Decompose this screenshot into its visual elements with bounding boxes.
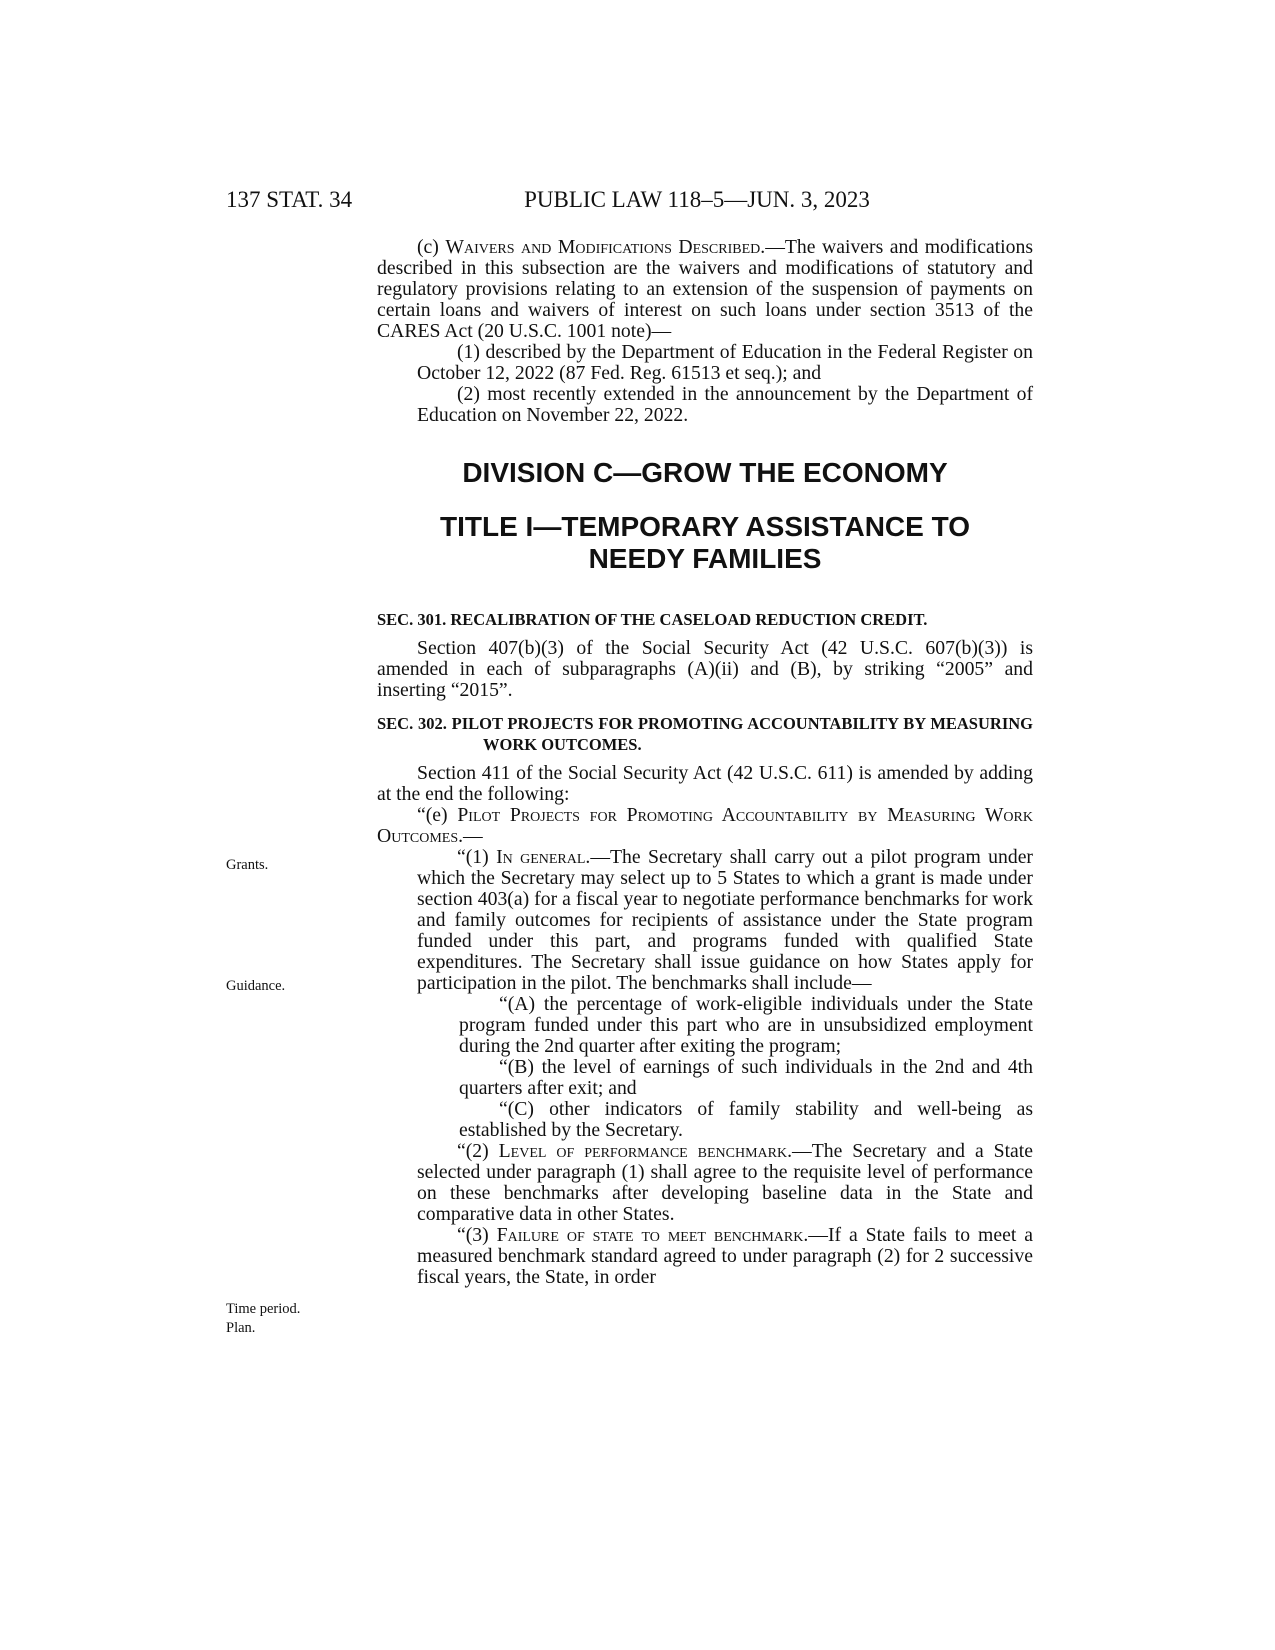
paragraph-2: “(2) Level of performance benchmark.—The Secretary and a State selected under paragraph (1) shall agree to the requisite level of performance on these benchmarks after developing baseline data in the State and comparative data in other States.	[417, 1140, 1033, 1225]
paragraph-3: “(3) Failure of state to meet benchmark.—If a State fails to meet a measured benchmark standard agreed to under paragraph (2) for 2 successive fiscal years, the State, in order	[417, 1224, 1033, 1288]
margin-note-plan: Plan.	[226, 1320, 256, 1336]
subsection-c-item-2: (2) most recently extended in the announcement by the Department of Education on November 22, 2022.	[417, 383, 1033, 426]
running-header: PUBLIC LAW 118–5—JUN. 3, 2023	[524, 187, 870, 212]
subparagraph-a: “(A) the percentage of work-eligible individuals under the State program funded under this part who are in unsubsidized employment during the 2nd quarter after exiting the program;	[459, 993, 1033, 1057]
division-heading: DIVISION C—GROW THE ECONOMY	[462, 457, 948, 488]
subparagraph-c: “(C) other indicators of family stability and well-being as established by the Secretary.	[459, 1098, 1033, 1141]
statute-page-number: 137 STAT. 34	[226, 187, 353, 212]
section-302-heading: SEC. 302. PILOT PROJECTS FOR PROMOTING ACCOUNTABILITY BY MEASURING WORK OUTCOMES.	[377, 714, 1033, 754]
subsection-c-heading: Waivers and Modifications Described.	[445, 236, 766, 258]
document-body	[377, 237, 1033, 1288]
section-301-text: Section 407(b)(3) of the Social Security Act (42 U.S.C. 607(b)(3)) is amended in each of subparagraphs (A)(ii) and (B), by striking “2005” and inserting “2015”.	[377, 637, 1033, 701]
title-heading: TITLE I—TEMPORARY ASSISTANCE TO NEEDY FAMILIES	[440, 511, 970, 574]
section-302-intro: Section 411 of the Social Security Act (42 U.S.C. 611) is amended by adding at the end the following:	[377, 762, 1033, 805]
paragraph-1: “(1) In general.—The Secretary shall carry out a pilot program under which the Secretary may select up to 5 States to which a grant is made under section 403(a) for a fiscal year to negotiate performance benchmarks for work and family outcomes for recipients of assistance under the State program funded under this part, and programs funded with qualified State expenditures. The Secretary shall issue guidance on how States apply for participation in the pilot. The benchmarks shall include—	[417, 846, 1033, 994]
margin-note-time-period: Time period.	[226, 1301, 301, 1317]
subsection-c: (c) Waivers and Modifications Described.—The waivers and modifications described in this subsection are the waivers and modifications of statutory and regulatory provisions relating to an extension of the suspension of payments on certain loans and waivers of interest on such loans under section 3513 of the CARES Act (20 U.S.C. 1001 note)—	[377, 236, 1033, 342]
subsection-c-item-1: (1) described by the Department of Education in the Federal Register on October 12, 2022 (87 Fed. Reg. 61513 et seq.); and	[417, 341, 1033, 384]
margin-note-grants: Grants.	[226, 857, 269, 873]
section-301-heading: SEC. 301. RECALIBRATION OF THE CASELOAD REDUCTION CREDIT.	[377, 610, 928, 629]
subsection-e-heading: “(e) Pilot Projects for Promoting Accountability by Measuring Work Outcomes.—	[377, 804, 1033, 847]
subparagraph-b: “(B) the level of earnings of such individuals in the 2nd and 4th quarters after exit; and	[459, 1056, 1033, 1099]
margin-note-guidance: Guidance.	[226, 978, 286, 994]
